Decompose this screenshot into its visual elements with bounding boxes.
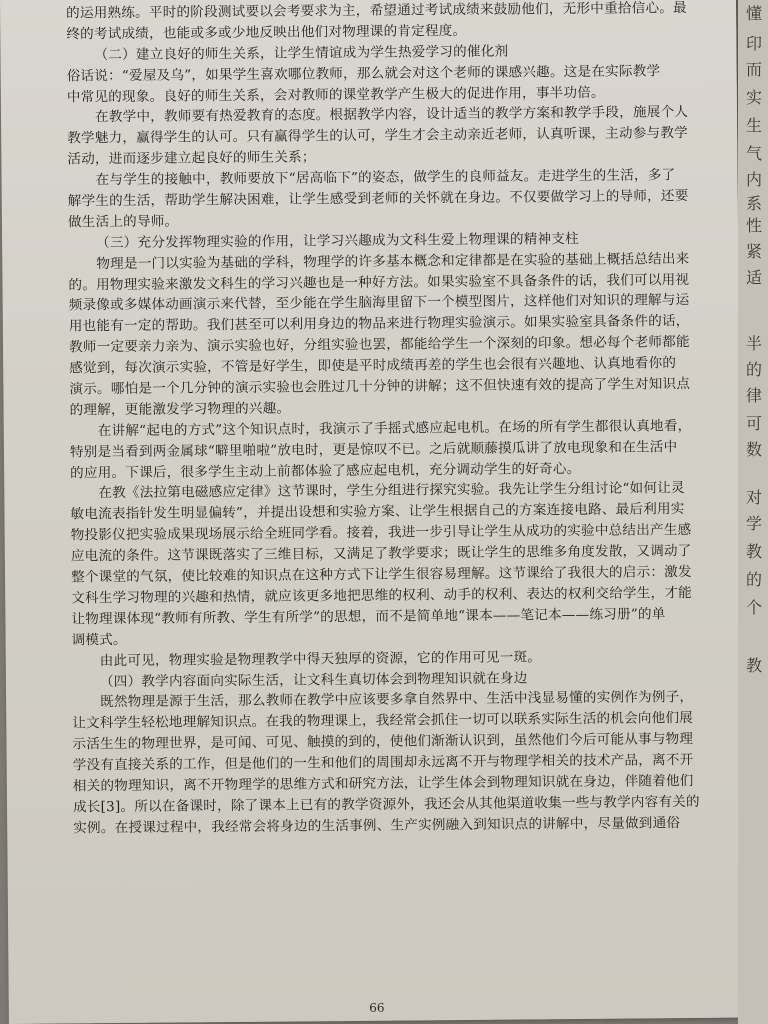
adjacent-page-character: 半 (746, 334, 763, 353)
adjacent-page-character: 学 (746, 514, 763, 533)
page-number: 66 (369, 1000, 385, 1015)
text-line: 在讲解“起电的方式”这个知识点时，我演示了手摇式感应起电机。在场的所有学生都很认真地看， (97, 417, 692, 439)
adjacent-page-character: 紧 (746, 242, 763, 261)
text-line: 中常见的现象。良好的师生关系，会对教师的课堂教学产生极大的促进作用，事半功倍。 (66, 84, 605, 105)
adjacent-page-character: 印 (746, 34, 763, 53)
adjacent-page-character: 律 (746, 386, 763, 405)
adjacent-page-character: 的 (746, 570, 763, 589)
text-line: 特别是当看到两金属球“噼里啪啦”放电时，更是惊叹不已。之后就顺藤摸瓜讲了放电现象和在生活中 (69, 438, 678, 461)
text-line: 应电流的条件。这节课既落实了三维目标，又满足了教学要求；既让学生的思维多角度发散，又调动了 (70, 543, 692, 565)
text-line: 的应用。下课后，很多学生主动上前都体验了感应起电机，充分调动学生的好奇心。 (70, 460, 581, 481)
text-line: 终的考试成绩，也能或多或少地反映出他们对物理课的肯定程度。 (66, 22, 467, 43)
text-line: 教师一定要亲力亲为、演示实验也好，分组实验也罢，都能给学生一个深刻的印象。想必每个老师都能 (68, 334, 690, 356)
adjacent-page-character: 教 (746, 542, 763, 561)
adjacent-page-character: 数 (746, 440, 763, 459)
adjacent-page-character: 性 (746, 216, 763, 235)
adjacent-page-character: 教 (746, 656, 763, 675)
text-line: 在与学生的接触中，教师要放下“居高临下”的姿态，做学生的良师益友。走进学生的生活，多了 (95, 167, 676, 189)
text-line: 用也能有一定的帮助。我们甚至可以利用身边的物品来进行物理实验演示。如果实验室具备条件的话， (68, 313, 690, 335)
text-line: 由此可见，物理实验是物理教学中得天独厚的资源，它的作用可见一斑。 (99, 648, 542, 669)
text-line: 在教学中，教师要有热爱教育的态度。根据教学内容，设计适当的教学方案和教学手段，施展个人 (94, 104, 689, 126)
adjacent-page-character: 内 (746, 170, 763, 189)
text-line: 感觉到，每次演示实验，不管是好学生，即使是平时成绩再差的学生也会很有兴趣地、认真地看你的 (69, 355, 677, 377)
text-line: 的。用物理实验来激发文科生的学习兴趣也是一种好方法。如果实验室不具备条件的话，我们可以用视 (68, 271, 690, 293)
text-line: 频录像或多媒体动画演示来代替，至少能在学生脑海里留下一个模型图片，这样他们对知识的理解与运 (68, 292, 690, 314)
text-line: 成长[3]。所以在备课时，除了课本上已有的教学资源外，我还会从其他渠道收集一些与教学内容有关的 (72, 793, 700, 816)
text-line: 教学魅力，赢得学生的认可。只有赢得学生的认可，学生才会主动亲近老师，认真听课，主动参与教学 (67, 125, 688, 147)
text-line: 演示。哪怕是一个几分钟的演示实验也会胜过几十分钟的讲解；这不但快速有效的提高了学生对知识点 (69, 376, 691, 398)
text-line: 让文科学生轻松地理解知识点。在我的物理课上，我经常会抓住一切可以联系实际生活的机会向他们展 (72, 710, 694, 732)
adjacent-page-character: 生 (746, 116, 763, 135)
text-line: 解学生的生活，帮助学生解决困难，让学生感受到老师的关怀就在身边。不仅要做学习上的导师，还要 (67, 188, 689, 210)
text-line: 物理是一门以实验为基础的学科，物理学的许多基本概念和定律都是在实验的基础上概括总结出来 (96, 250, 690, 272)
text-line: 敏电流表指针发生明显偏转”，并提出设想和实验方案、让学生根据自己的方案连接电路、最后利用实 (70, 501, 685, 523)
adjacent-page-character: 而 (746, 60, 763, 79)
adjacent-page-character: 可 (746, 414, 763, 433)
text-line: （二）建立良好的师生关系，让学生情谊成为学生热爱学习的催化剂 (94, 43, 509, 63)
text-line: 做生活上的导师。 (67, 213, 179, 231)
text-line: 学没有直接关系的工作，但是他们的一生和他们的周围却永远离不开与物理学相关的技术产品，离不开 (72, 752, 694, 774)
adjacent-page-character: 气 (746, 144, 763, 163)
text-line: 示活生生的物理世界，是可闻、可见、触摸的到的，使他们渐渐认识到，虽然他们今后可能从事与物理 (72, 731, 694, 753)
text-line: 调模式。 (71, 631, 127, 649)
text-line: 物投影仪把实验成果现场展示给全班同学看。接着，我进一步引导让学生从成功的实验中总结出产生感 (70, 522, 692, 544)
body-text (66, 0, 709, 839)
adjacent-page-character: 实 (746, 88, 763, 107)
text-line: 俗话说：“爱屋及乌”，如果学生喜欢哪位教师，那么就会对这个老师的课感兴趣。这是在实际教学 (66, 62, 661, 85)
text-line: 让物理课体现“教师有所教、学生有所学”的思想，而不是简单地“课本——笔记本——练习册”的单 (71, 606, 666, 628)
adjacent-page-character: 对 (746, 488, 763, 507)
text-line: 的运用熟练。平时的阶段测试要以会考要求为主，希望通过考试成绩来鼓励他们，无形中重拾信心。最 (66, 0, 687, 22)
text-line: 实例。在授课过程中，我经常会将身边的生活事例、生产实例融入到知识点的讲解中，尽量做到通俗 (73, 814, 681, 837)
adjacent-page-character: 系 (746, 194, 763, 213)
text-line: （三）充分发挥物理实验的作用，让学习兴趣成为文科生爱上物理课的精神支柱 (96, 230, 579, 251)
text-line: 既然物理是源于生活，那么教师在教学中应该要多拿自然界中、生活中浅显易懂的实例作为例子， (100, 689, 694, 711)
text-line: 活动，进而逐步建立起良好的师生关系； (67, 149, 316, 168)
adjacent-page-character: 个 (746, 598, 763, 617)
text-line: 相关的物理知识，离不开物理学的思维方式和研究方法，让学生体会到物理知识就在身边，伴随着他们 (72, 772, 694, 795)
text-line: 的理解，更能激发学习物理的兴趣。 (69, 400, 291, 419)
text-line: （四）教学内容面向实际生活，让文科生真切体会到物理知识就在身边 (99, 669, 528, 690)
text-line: 文科生学习物理的兴趣和热情，就应该更多地把思维的权利、动手的权利、表达的权利交给学生，才能 (71, 584, 692, 607)
adjacent-page-character: 适 (746, 268, 763, 287)
text-line: 在教《法拉第电磁感应定律》这节课时，学生分组进行探究实验。我先让学生分组讨论“如何让灵 (98, 480, 685, 502)
adjacent-page-character: 懂 (746, 4, 763, 23)
adjacent-page-character: 的 (746, 360, 763, 379)
text-line: 整个课堂的气氛，使比较难的知识点在这种方式下让学生很容易理解。这节课给了我很大的启示：激发 (70, 564, 692, 586)
adjacent-page-edge (738, 0, 768, 1024)
